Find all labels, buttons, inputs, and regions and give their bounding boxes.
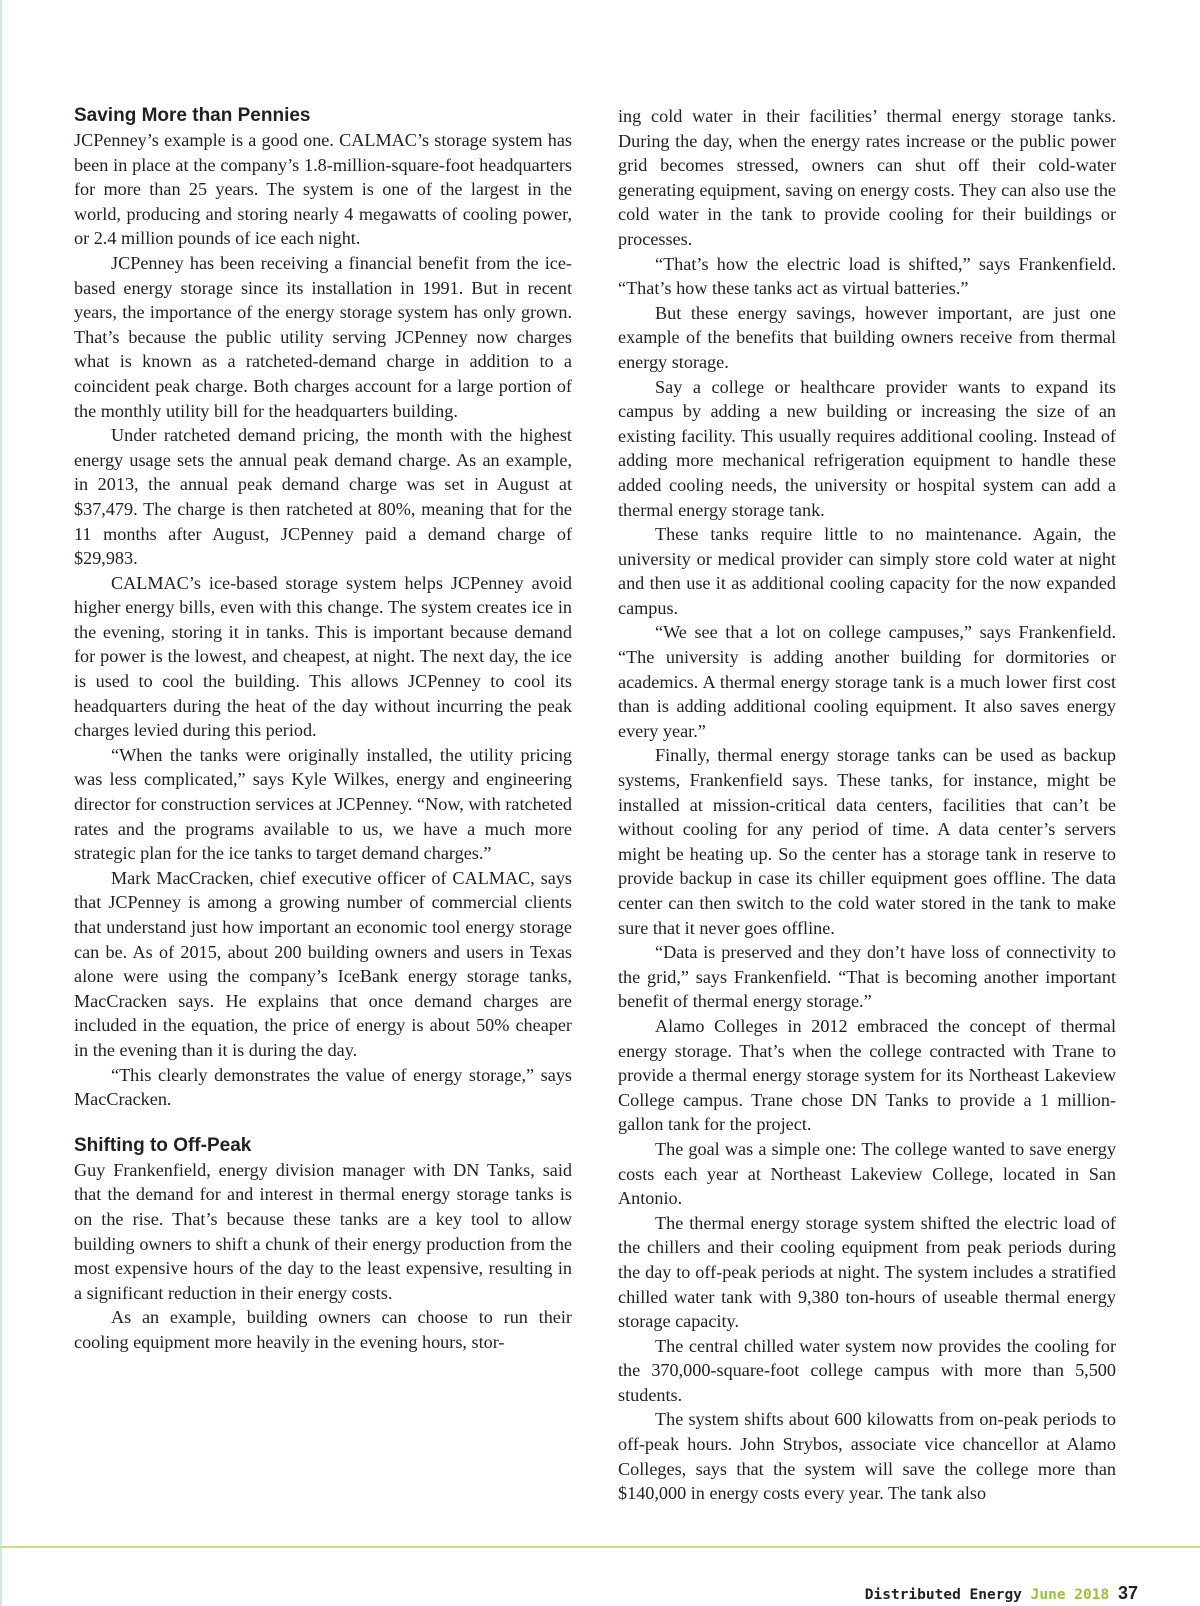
paragraph: As an example, building owners can choose to run their cooling equipment more heavily in the evening hours, stor- xyxy=(74,1307,572,1352)
paragraph: “This clearly demonstrates the value of energy storage,” says MacCracken. xyxy=(74,1064,572,1110)
section-heading-shifting-off-peak: Shifting to Off-Peak xyxy=(74,1134,252,1156)
paragraph: “Data is preserved and they don’t have loss of connectivity to the grid,” says Frankenfield. “That is becoming another important benefit of thermal energy storage.” xyxy=(618,942,1116,1012)
page-edge-strip xyxy=(0,0,2,1606)
paragraph: Alamo Colleges in 2012 embraced the concept of thermal energy storage. That’s when the college contracted with Trane to provide a thermal energy storage system for its Northeast Lakeview College campus. Trane chose DN Tanks to provide a 1 million-gallon tank for the project. xyxy=(618,1015,1116,1135)
paragraph: The goal was a simple one: The college wanted to save energy costs each year at Northeast Lakeview College, located in San Antonio. xyxy=(618,1138,1116,1209)
paragraph: Guy Frankenfield, energy division manager with DN Tanks, said that the demand for and interest in thermal energy storage tanks is on the rise. That’s because these tanks are a key tool to allow building owners to shift a chunk of their energy production from the most expensive hours of the day to the least expensive, resulting in a significant reduction in their energy costs. xyxy=(74,1159,572,1303)
paragraph: The central chilled water system now provides the cooling for the 370,000-square-foot college campus with more than 5,500 students. xyxy=(618,1335,1116,1405)
right-column xyxy=(618,104,1116,1506)
paragraph: “That’s how the electric load is shifted,” says Frankenfield. “That’s how these tanks act as virtual batteries.” xyxy=(618,253,1116,299)
paragraph: “When the tanks were originally installed, the utility pricing was less complicated,” says Kyle Wilkes, energy and engineering director for construction services at JCPenney. “Now, with ratcheted rates and the programs available to us, we have a much more strategic plan for the ice tanks to target demand charges.” xyxy=(74,744,572,864)
paragraph: CALMAC’s ice-based storage system helps JCPenney avoid higher energy bills, even with this change. The system creates ice in the evening, storing it in tanks. This is important because demand for power is the lowest, and cheapest, at night. The next day, the ice is used to cool the building. This allows JCPenney to cool its headquarters during the heat of the day without incurring the peak charges levied during this period. xyxy=(74,572,572,741)
paragraph: The system shifts about 600 kilowatts from on-peak periods to off-peak hours. John Strybos, associate vice chancellor at Alamo Colleges, says that the system will save the college more than $140,000 in energy costs every year. The tank also xyxy=(618,1409,1116,1504)
paragraph: Finally, thermal energy storage tanks can be used as backup systems, Frankenfield says. These tanks, for instance, might be installed at mission-critical data centers, facilities that can’t be without cooling for any period of time. A data center’s servers might be heating up. So the center has a storage tank in reserve to provide backup in case its chiller equipment goes offline. The data center can then switch to the cold water stored in the tank to make sure that it never goes offline. xyxy=(618,745,1116,938)
paragraph: JCPenney has been receiving a financial benefit from the ice-based energy storage since its installation in 1991. But in recent years, the importance of the energy storage system has only grown. That’s because the public utility serving JCPenney now charges what is known as a ratcheted-demand charge in addition to a coincident peak charge. Both charges account for a large portion of the monthly utility bill for the headquarters building. xyxy=(74,252,572,421)
paragraph: But these energy savings, however important, are just one example of the benefits that building owners receive from thermal energy storage. xyxy=(618,302,1116,372)
footer-publication-name: Distributed Energy xyxy=(864,1587,1022,1603)
footer-page-number: 37 xyxy=(1117,1583,1138,1603)
page-footer xyxy=(865,1584,1138,1604)
paragraph: The thermal energy storage system shifted the electric load of the chillers and their cooling equipment from peak periods during the day to off-peak periods at night. The system includes a stratified chilled water tank with 9,380 ton-hours of useable thermal energy storage capacity. xyxy=(618,1212,1116,1332)
footer-issue-date: June 2018 xyxy=(1030,1587,1110,1603)
paragraph: These tanks require little to no maintenance. Again, the university or medical provider can simply store cold water at night and then use it as additional cooling capacity for the now expanded campus. xyxy=(618,524,1116,618)
section-heading-saving-more: Saving More than Pennies xyxy=(74,105,311,126)
paragraph-continued: ing cold water in their facilities’ thermal energy storage tanks. During the day, when the energy rates increase or the public power grid becomes stressed, owners can shut off their cold-water generating equipment, saving on energy costs. They can also use the cold water in the tank to provide cooling for their buildings or processes. xyxy=(618,106,1116,249)
paragraph: JCPenney’s example is a good one. CALMAC’s storage system has been in place at the company’s 1.8-million-square-foot headquarters for more than 25 years. The system is one of the largest in the world, producing and storing nearly 4 megawatts of cooling power, or 2.4 million pounds of ice each night. xyxy=(74,130,572,249)
paragraph: Mark MacCracken, chief executive officer of CALMAC, says that JCPenney is among a growing number of commercial clients that understand just how important an economic tool energy storage can be. As of 2015, about 200 building owners and users in Texas alone were using the company’s IceBank energy storage tanks, MacCracken says. He explains that once demand charges are included in the equation, the price of energy is about 50% cheaper in the evening than it is during the day. xyxy=(74,867,572,1060)
left-column xyxy=(74,104,572,1355)
paragraph: Under ratcheted demand pricing, the month with the highest energy usage sets the annual peak demand charge. As an example, in 2013, the annual peak demand charge was set in August at $37,479. The charge is then ratcheted at 80%, meaning that for the 11 months after August, JCPenney paid a demand charge of $29,983. xyxy=(74,425,572,569)
paragraph: Say a college or healthcare provider wants to expand its campus by adding a new building or increasing the size of an existing facility. This usually requires additional cooling. Instead of adding more mechanical refrigeration equipment to handle these added cooling needs, the university or hospital system can add a thermal energy storage tank. xyxy=(618,376,1116,520)
paragraph: “We see that a lot on college campuses,” says Frankenfield. “The university is adding another building for dormitories or academics. A thermal energy storage tank is a much lower first cost than is adding additional cooling equipment. It also saves energy every year.” xyxy=(618,622,1116,741)
footer-rule xyxy=(0,1546,1200,1548)
